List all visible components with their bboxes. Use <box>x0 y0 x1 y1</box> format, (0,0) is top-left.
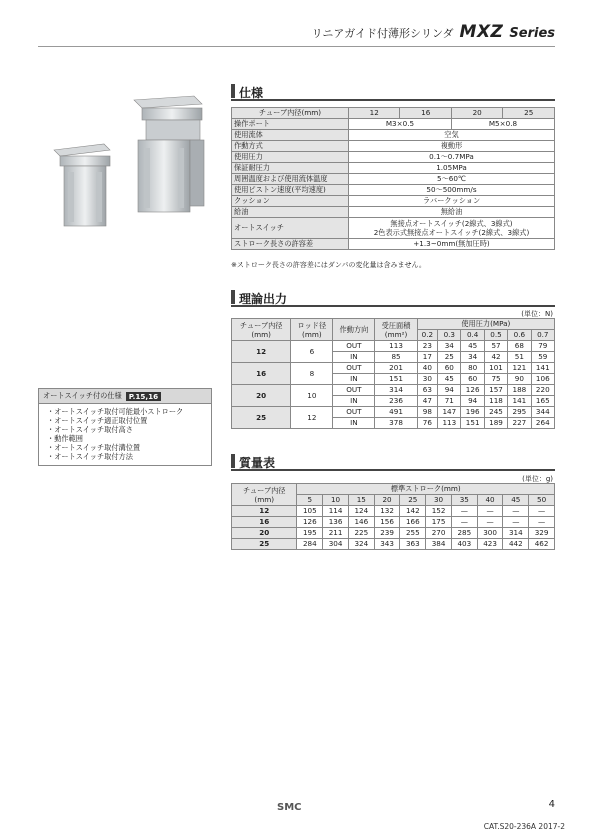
force-title-bar <box>231 290 235 304</box>
force-cell: 76 <box>417 418 438 429</box>
smc-logo: SMC <box>277 802 302 813</box>
bore-cell: 12 <box>232 341 291 363</box>
bore-cell: 25 <box>232 539 297 550</box>
force-cell: 113 <box>438 418 461 429</box>
spec-value: 複動形 <box>349 141 555 152</box>
mass-cell: — <box>529 517 555 528</box>
mass-cell: 270 <box>426 528 452 539</box>
table-row <box>232 539 555 550</box>
spec-key: 使用流体 <box>232 130 349 141</box>
spec-value: 空気 <box>349 130 555 141</box>
auto-switch-title: オートスイッチ付の仕様 <box>43 391 122 400</box>
mass-body <box>232 506 555 550</box>
mass-cell: — <box>451 506 477 517</box>
force-cell: 106 <box>531 374 554 385</box>
spec-key: クッション <box>232 196 349 207</box>
force-cell: 227 <box>508 418 531 429</box>
stroke-col: 50 <box>529 495 555 506</box>
stroke-col: 40 <box>477 495 503 506</box>
spec-value: 無給油 <box>349 207 555 218</box>
mass-title: 質量表 <box>239 456 276 470</box>
pressure-col: 0.7 <box>531 330 554 341</box>
spec-title: 仕様 <box>239 86 264 100</box>
force-title: 理論出力 <box>239 292 288 306</box>
area-cell: 85 <box>375 352 417 363</box>
force-head-area <box>375 319 417 341</box>
spec-note: ※ストローク長さの許容差にはダンパの変化量は含みません。 <box>231 261 426 269</box>
force-cell: 264 <box>531 418 554 429</box>
stroke-col: 5 <box>297 495 323 506</box>
list-item: ・ オートスイッチ適正取付位置 <box>47 416 205 425</box>
force-cell: 344 <box>531 407 554 418</box>
auto-switch-list <box>39 404 211 465</box>
mass-cell: — <box>503 506 529 517</box>
mass-unit: (単位：g) <box>522 475 553 483</box>
force-cell: 68 <box>508 341 531 352</box>
mass-cell: 239 <box>374 528 400 539</box>
pressure-col: 0.2 <box>417 330 438 341</box>
spec-key: 作動方式 <box>232 141 349 152</box>
mass-cell: 403 <box>451 539 477 550</box>
force-cell: 121 <box>508 363 531 374</box>
force-head-pressure: 使用圧力(MPa) <box>417 319 554 330</box>
direction-cell: IN <box>333 374 375 385</box>
mass-cell: 343 <box>374 539 400 550</box>
mass-cell: 166 <box>400 517 426 528</box>
force-head-bore-unit: (mm) <box>251 329 271 339</box>
force-cell: 47 <box>417 396 438 407</box>
spec-key: 周囲温度および使用流体温度 <box>232 174 349 185</box>
mass-cell: 132 <box>374 506 400 517</box>
force-cell: 151 <box>461 418 484 429</box>
table-row <box>232 517 555 528</box>
product-photo <box>44 92 214 242</box>
page-number: 4 <box>548 799 555 810</box>
mass-cell: 124 <box>348 506 374 517</box>
area-cell: 378 <box>375 418 417 429</box>
area-cell: 491 <box>375 407 417 418</box>
spec-bore-20: 20 <box>451 108 502 119</box>
force-rule <box>231 305 555 307</box>
pressure-col: 0.6 <box>508 330 531 341</box>
area-cell: 314 <box>375 385 417 396</box>
spec-value <box>349 218 555 239</box>
spec-key: 使用ピストン速度(平均速度) <box>232 185 349 196</box>
list-item: ・ 動作範囲 <box>47 434 205 443</box>
list-item: ・ オートスイッチ取付可能最小ストローク <box>47 407 205 416</box>
mass-cell: — <box>529 506 555 517</box>
mass-head-bore-unit: (mm) <box>254 494 275 504</box>
force-head-bore <box>232 319 291 341</box>
table-row <box>232 506 555 517</box>
force-head-rod-unit: (mm) <box>302 329 322 339</box>
mass-cell: 329 <box>529 528 555 539</box>
stroke-col: 45 <box>503 495 529 506</box>
mass-cell: 152 <box>426 506 452 517</box>
spec-value: 1.05MPa <box>349 163 555 174</box>
mass-cell: 462 <box>529 539 555 550</box>
mass-rule <box>231 469 555 471</box>
force-cell: 63 <box>417 385 438 396</box>
mass-cell: — <box>451 517 477 528</box>
direction-cell: OUT <box>333 341 375 352</box>
direction-cell: IN <box>333 352 375 363</box>
mass-cell: 114 <box>323 506 349 517</box>
spec-title-bar <box>231 84 235 98</box>
force-cell: 71 <box>438 396 461 407</box>
force-cell: 126 <box>461 385 484 396</box>
table-row <box>232 385 555 396</box>
page-header <box>312 22 555 42</box>
spec-key: オートスイッチ <box>232 218 349 239</box>
spec-value: ラバークッション <box>349 196 555 207</box>
mass-cell: 225 <box>348 528 374 539</box>
force-cell: 141 <box>508 396 531 407</box>
force-body <box>232 341 555 429</box>
force-head-rod-label: ロッド径 <box>297 320 327 330</box>
mass-cell: — <box>477 506 503 517</box>
direction-cell: OUT <box>333 385 375 396</box>
mass-cell: 285 <box>451 528 477 539</box>
mass-cell: 146 <box>348 517 374 528</box>
force-table <box>231 318 555 429</box>
spec-bore-16: 16 <box>400 108 452 119</box>
list-item: ・ オートスイッチ取付溝位置 <box>47 443 205 452</box>
force-cell: 188 <box>508 385 531 396</box>
force-cell: 80 <box>461 363 484 374</box>
bore-cell: 12 <box>232 506 297 517</box>
stroke-col: 30 <box>426 495 452 506</box>
force-cell: 141 <box>531 363 554 374</box>
mass-cell: 314 <box>503 528 529 539</box>
spec-value: +1.3~0mm(無加圧時) <box>349 239 555 250</box>
force-cell: 98 <box>417 407 438 418</box>
table-row <box>232 528 555 539</box>
mass-cell: 384 <box>426 539 452 550</box>
force-cell: 45 <box>461 341 484 352</box>
force-cell: 189 <box>484 418 507 429</box>
force-head-area-unit: (mm²) <box>384 329 408 339</box>
force-cell: 25 <box>438 352 461 363</box>
mass-cell: 156 <box>374 517 400 528</box>
mass-cell: 142 <box>400 506 426 517</box>
force-cell: 118 <box>484 396 507 407</box>
force-cell: 34 <box>438 341 461 352</box>
area-cell: 151 <box>375 374 417 385</box>
force-cell: 147 <box>438 407 461 418</box>
force-cell: 45 <box>438 374 461 385</box>
rod-cell: 12 <box>291 407 333 429</box>
list-item: ・ オートスイッチ取付高さ <box>47 425 205 434</box>
bore-cell: 20 <box>232 385 291 407</box>
list-item: ・ オートスイッチ取付方法 <box>47 452 205 461</box>
bore-cell: 16 <box>232 517 297 528</box>
spec-bore-25: 25 <box>503 108 555 119</box>
mass-cell: 423 <box>477 539 503 550</box>
stroke-col: 20 <box>374 495 400 506</box>
force-head-bore-label: チューブ内径 <box>239 320 283 330</box>
area-cell: 201 <box>375 363 417 374</box>
page-reference[interactable]: P.15,16 <box>126 392 161 401</box>
bore-cell: 16 <box>232 363 291 385</box>
area-cell: 236 <box>375 396 417 407</box>
mass-title-bar <box>231 454 235 468</box>
mass-cell: 195 <box>297 528 323 539</box>
force-cell: 17 <box>417 352 438 363</box>
rod-cell: 6 <box>291 341 333 363</box>
mass-cell: 175 <box>426 517 452 528</box>
force-cell: 34 <box>461 352 484 363</box>
stroke-col: 25 <box>400 495 426 506</box>
force-cell: 23 <box>417 341 438 352</box>
mass-cell: 324 <box>348 539 374 550</box>
direction-cell: OUT <box>333 363 375 374</box>
direction-cell: OUT <box>333 407 375 418</box>
bore-cell: 25 <box>232 407 291 429</box>
auto-switch-head <box>39 389 211 404</box>
force-head-direction: 作動方向 <box>333 319 375 341</box>
spec-value: 50〜500mm/s <box>349 185 555 196</box>
mass-cell: 105 <box>297 506 323 517</box>
mass-cell: 442 <box>503 539 529 550</box>
spec-value: M5×0.8 <box>451 119 554 130</box>
spec-table <box>231 107 555 250</box>
force-cell: 295 <box>508 407 531 418</box>
mass-cell: 126 <box>297 517 323 528</box>
spec-key: 保証耐圧力 <box>232 163 349 174</box>
spec-value-line: 2色表示式無接点オートスイッチ(2線式、3線式) <box>373 228 530 237</box>
spec-key: 給油 <box>232 207 349 218</box>
force-cell: 157 <box>484 385 507 396</box>
mass-cell: — <box>503 517 529 528</box>
force-cell: 60 <box>461 374 484 385</box>
stroke-col: 10 <box>323 495 349 506</box>
mass-table <box>231 483 555 550</box>
header-rule <box>38 46 555 47</box>
spec-key: 操作ポート <box>232 119 349 130</box>
mass-cell: 363 <box>400 539 426 550</box>
spec-value: M3×0.5 <box>349 119 452 130</box>
mass-cell: — <box>477 517 503 528</box>
spec-key: 使用圧力 <box>232 152 349 163</box>
pressure-col: 0.5 <box>484 330 507 341</box>
series-name: MXZ <box>459 22 504 42</box>
force-cell: 101 <box>484 363 507 374</box>
force-cell: 51 <box>508 352 531 363</box>
force-cell: 42 <box>484 352 507 363</box>
bore-cell: 20 <box>232 528 297 539</box>
pressure-col: 0.4 <box>461 330 484 341</box>
mass-cell: 255 <box>400 528 426 539</box>
header-title: リニアガイド付薄形シリンダ <box>311 27 454 40</box>
mass-cell: 211 <box>323 528 349 539</box>
series-suffix: Series <box>509 26 555 41</box>
force-cell: 30 <box>417 374 438 385</box>
spec-rule <box>231 99 555 101</box>
stroke-col: 15 <box>348 495 374 506</box>
force-cell: 245 <box>484 407 507 418</box>
mass-cell: 300 <box>477 528 503 539</box>
spec-value: 5〜60℃ <box>349 174 555 185</box>
force-cell: 165 <box>531 396 554 407</box>
mass-head-stroke: 標準ストローク(mm) <box>297 484 555 495</box>
mass-cell: 304 <box>323 539 349 550</box>
spec-value: 0.1〜0.7MPa <box>349 152 555 163</box>
spec-key: ストローク長さの許容差 <box>232 239 349 250</box>
mass-cell: 136 <box>323 517 349 528</box>
force-cell: 196 <box>461 407 484 418</box>
mass-cell: 284 <box>297 539 323 550</box>
direction-cell: IN <box>333 396 375 407</box>
spec-bore-12: 12 <box>349 108 400 119</box>
force-cell: 59 <box>531 352 554 363</box>
table-row <box>232 363 555 374</box>
force-cell: 57 <box>484 341 507 352</box>
spec-head-label: チューブ内径(mm) <box>232 108 349 119</box>
force-cell: 90 <box>508 374 531 385</box>
area-cell: 113 <box>375 341 417 352</box>
pressure-col: 0.3 <box>438 330 461 341</box>
catalog-number: CAT.S20-236A 2017-2 <box>483 822 565 831</box>
table-row <box>232 407 555 418</box>
auto-switch-box <box>38 388 212 466</box>
force-cell: 75 <box>484 374 507 385</box>
spec-value-line: 無接点オートスイッチ(2線式、3線式) <box>390 219 513 228</box>
force-cell: 60 <box>438 363 461 374</box>
direction-cell: IN <box>333 418 375 429</box>
table-row <box>232 341 555 352</box>
rod-cell: 8 <box>291 363 333 385</box>
force-cell: 40 <box>417 363 438 374</box>
force-cell: 94 <box>438 385 461 396</box>
stroke-col: 35 <box>451 495 477 506</box>
force-head-rod <box>291 319 333 341</box>
rod-cell: 10 <box>291 385 333 407</box>
force-cell: 79 <box>531 341 554 352</box>
force-cell: 94 <box>461 396 484 407</box>
mass-head-bore <box>232 484 297 506</box>
force-head-area-label: 受圧面積 <box>381 320 411 330</box>
force-cell: 220 <box>531 385 554 396</box>
mass-head-bore-label: チューブ内径 <box>242 485 286 495</box>
force-unit: (単位：N) <box>521 310 553 318</box>
